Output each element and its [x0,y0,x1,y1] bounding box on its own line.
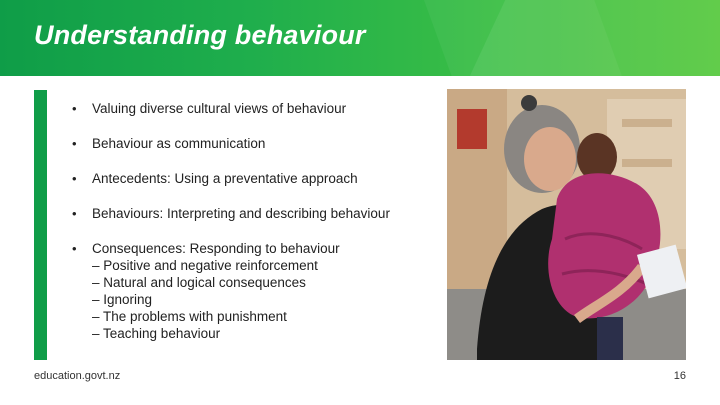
bullet-icon: • [72,171,77,186]
bullet-icon: • [72,241,77,256]
bullet-item [70,240,430,342]
page-number: 16 [673,370,686,382]
sub-bullet-item: – Positive and negative reinforcement [92,258,318,273]
hug-photo [447,89,686,360]
bullet-text: Valuing diverse cultural views of behaviour [92,101,347,116]
bullet-item [70,170,430,187]
bullet-item [70,135,430,152]
bullet-item [70,100,430,117]
slide-title: Understanding behaviour [34,20,366,50]
accent-bar [34,90,47,360]
sub-bullet-item: – Natural and logical consequences [92,275,306,290]
sub-bullet-list [92,257,430,342]
sub-bullet-item: – Teaching behaviour [92,326,221,341]
bullet-text: Antecedents: Using a preventative approach [92,171,358,186]
slide-header [0,0,720,76]
bullet-icon: • [72,101,77,116]
photo-illustration [447,89,686,360]
bullet-text: Behaviour as communication [92,136,266,151]
bullet-item [70,205,430,222]
sub-bullet-item: – Ignoring [92,292,153,307]
bullet-icon: • [72,206,77,221]
bullet-text: Consequences: Responding to behaviour [92,241,340,256]
bullet-text: Behaviours: Interpreting and describing behaviour [92,206,390,221]
sub-bullet-item: – The problems with punishment [92,309,287,324]
bullet-icon: • [72,136,77,151]
footer-website: education.govt.nz [34,370,121,382]
bullet-list [70,100,430,360]
